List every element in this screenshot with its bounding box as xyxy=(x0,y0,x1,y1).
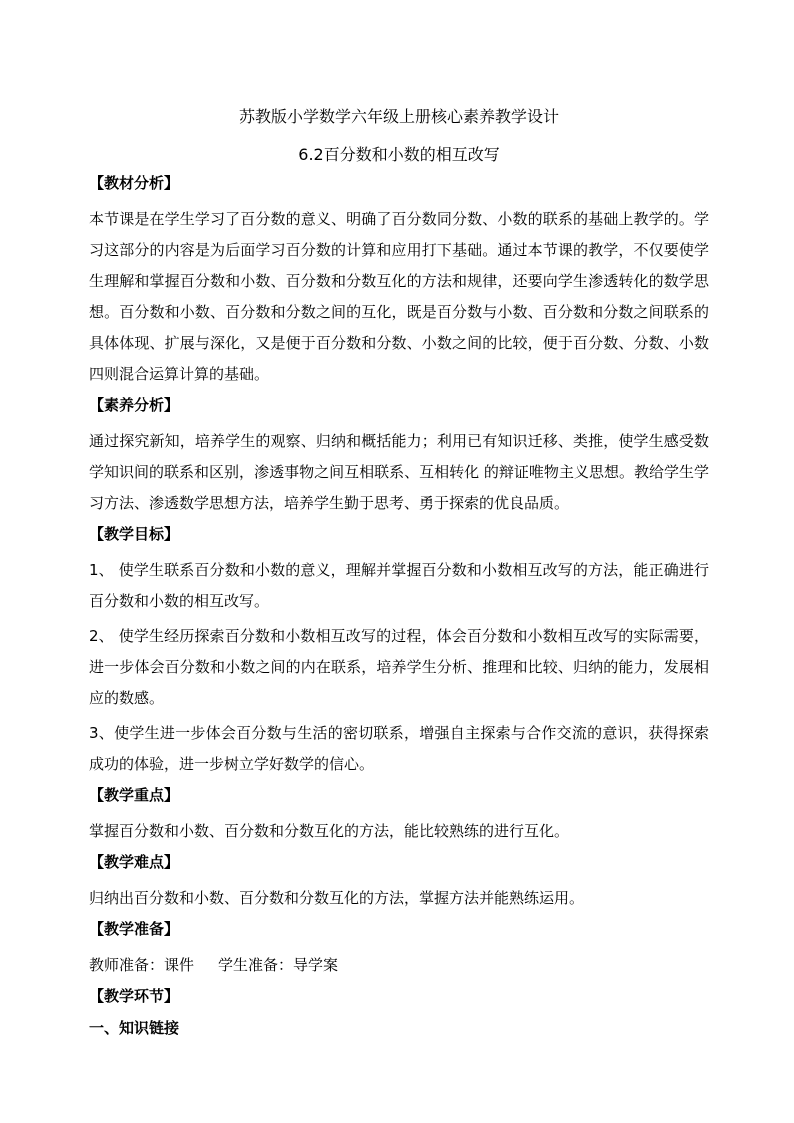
section-paragraph: 本节课是在学生学习了百分数的意义、明确了百分数同分数、小数的联系的基础上教学的。学习这部分的内容是为后面学习百分数的计算和应用打下基础。通过本节课的教学，不仅要使学生理解和掌握百分数和小数、百分数和分数互化的方法和规律，还要向学生渗透转化的数学思想。百分数和小数、百分数和分数之间的互化，既是百分数与小数、百分数和分数之间联系的具体体现、扩展与深化，又是便于百分数和分数、小数之间的比较，便于百分数、分数、小数四则混合运算计算的基础。 xyxy=(89,210,709,383)
section-teaching-goals xyxy=(89,523,709,780)
section-textbook-analysis xyxy=(89,172,709,390)
document-title: 苏教版小学数学六年级上册核心素养教学设计 xyxy=(238,107,559,126)
section-paragraph: 通过探究新知，培养学生的观察、归纳和概括能力；利用已有知识迁移、类推，使学生感受数学知识间的联系和区别，渗透事物之间互相联系、互相转化 的辩证唯物主义思想。教给学生学习方法、渗透数学思想方法，培养学生勤于思考、勇于探索的优良品质。 xyxy=(89,432,709,512)
section-heading: 【教学难点】 xyxy=(89,853,180,871)
goal-item: 1、 使学生联系百分数和小数的意义，理解并掌握百分数和小数相互改写的方法，能正确进行百分数和小数的相互改写。 xyxy=(89,561,709,610)
document-subtitle: 6.2百分数和小数的相互改写 xyxy=(298,145,500,164)
section-heading: 【教学环节】 xyxy=(89,987,180,1005)
goal-item: 2、 使学生经历探索百分数和小数相互改写的过程，体会百分数和小数相互改写的实际需要，进一步体会百分数和小数之间的内在联系，培养学生分析、推理和比较、归纳的能力，发展相应的数感。 xyxy=(89,627,709,707)
section-difficulties xyxy=(89,851,709,914)
document-page xyxy=(89,98,709,1049)
step-heading: 一、知识链接 xyxy=(89,1019,180,1037)
section-preparation xyxy=(89,918,709,981)
section-heading: 【教学重点】 xyxy=(89,786,180,804)
section-heading: 【教材分析】 xyxy=(89,174,180,192)
section-paragraph: 归纳出百分数和小数、百分数和分数互化的方法，掌握方法并能熟练运用。 xyxy=(89,889,585,907)
section-heading: 【教学目标】 xyxy=(89,525,180,543)
teacher-preparation: 教师准备：课件 xyxy=(89,956,195,974)
section-heading: 【素养分析】 xyxy=(89,396,180,414)
goal-item: 3、使学生进一步体会百分数与生活的密切联系，增强自主探索与合作交流的意识，获得探索成功的体验，进一步树立学好数学的信心。 xyxy=(89,724,709,773)
section-literacy-analysis xyxy=(89,394,709,519)
section-teaching-process xyxy=(89,985,709,1039)
section-heading: 【教学准备】 xyxy=(89,920,180,938)
section-key-points xyxy=(89,784,709,847)
section-paragraph: 掌握百分数和小数、百分数和分数互化的方法，能比较熟练的进行互化。 xyxy=(89,822,570,840)
student-preparation: 学生准备：导学案 xyxy=(218,956,339,974)
preparation-line xyxy=(89,950,709,981)
